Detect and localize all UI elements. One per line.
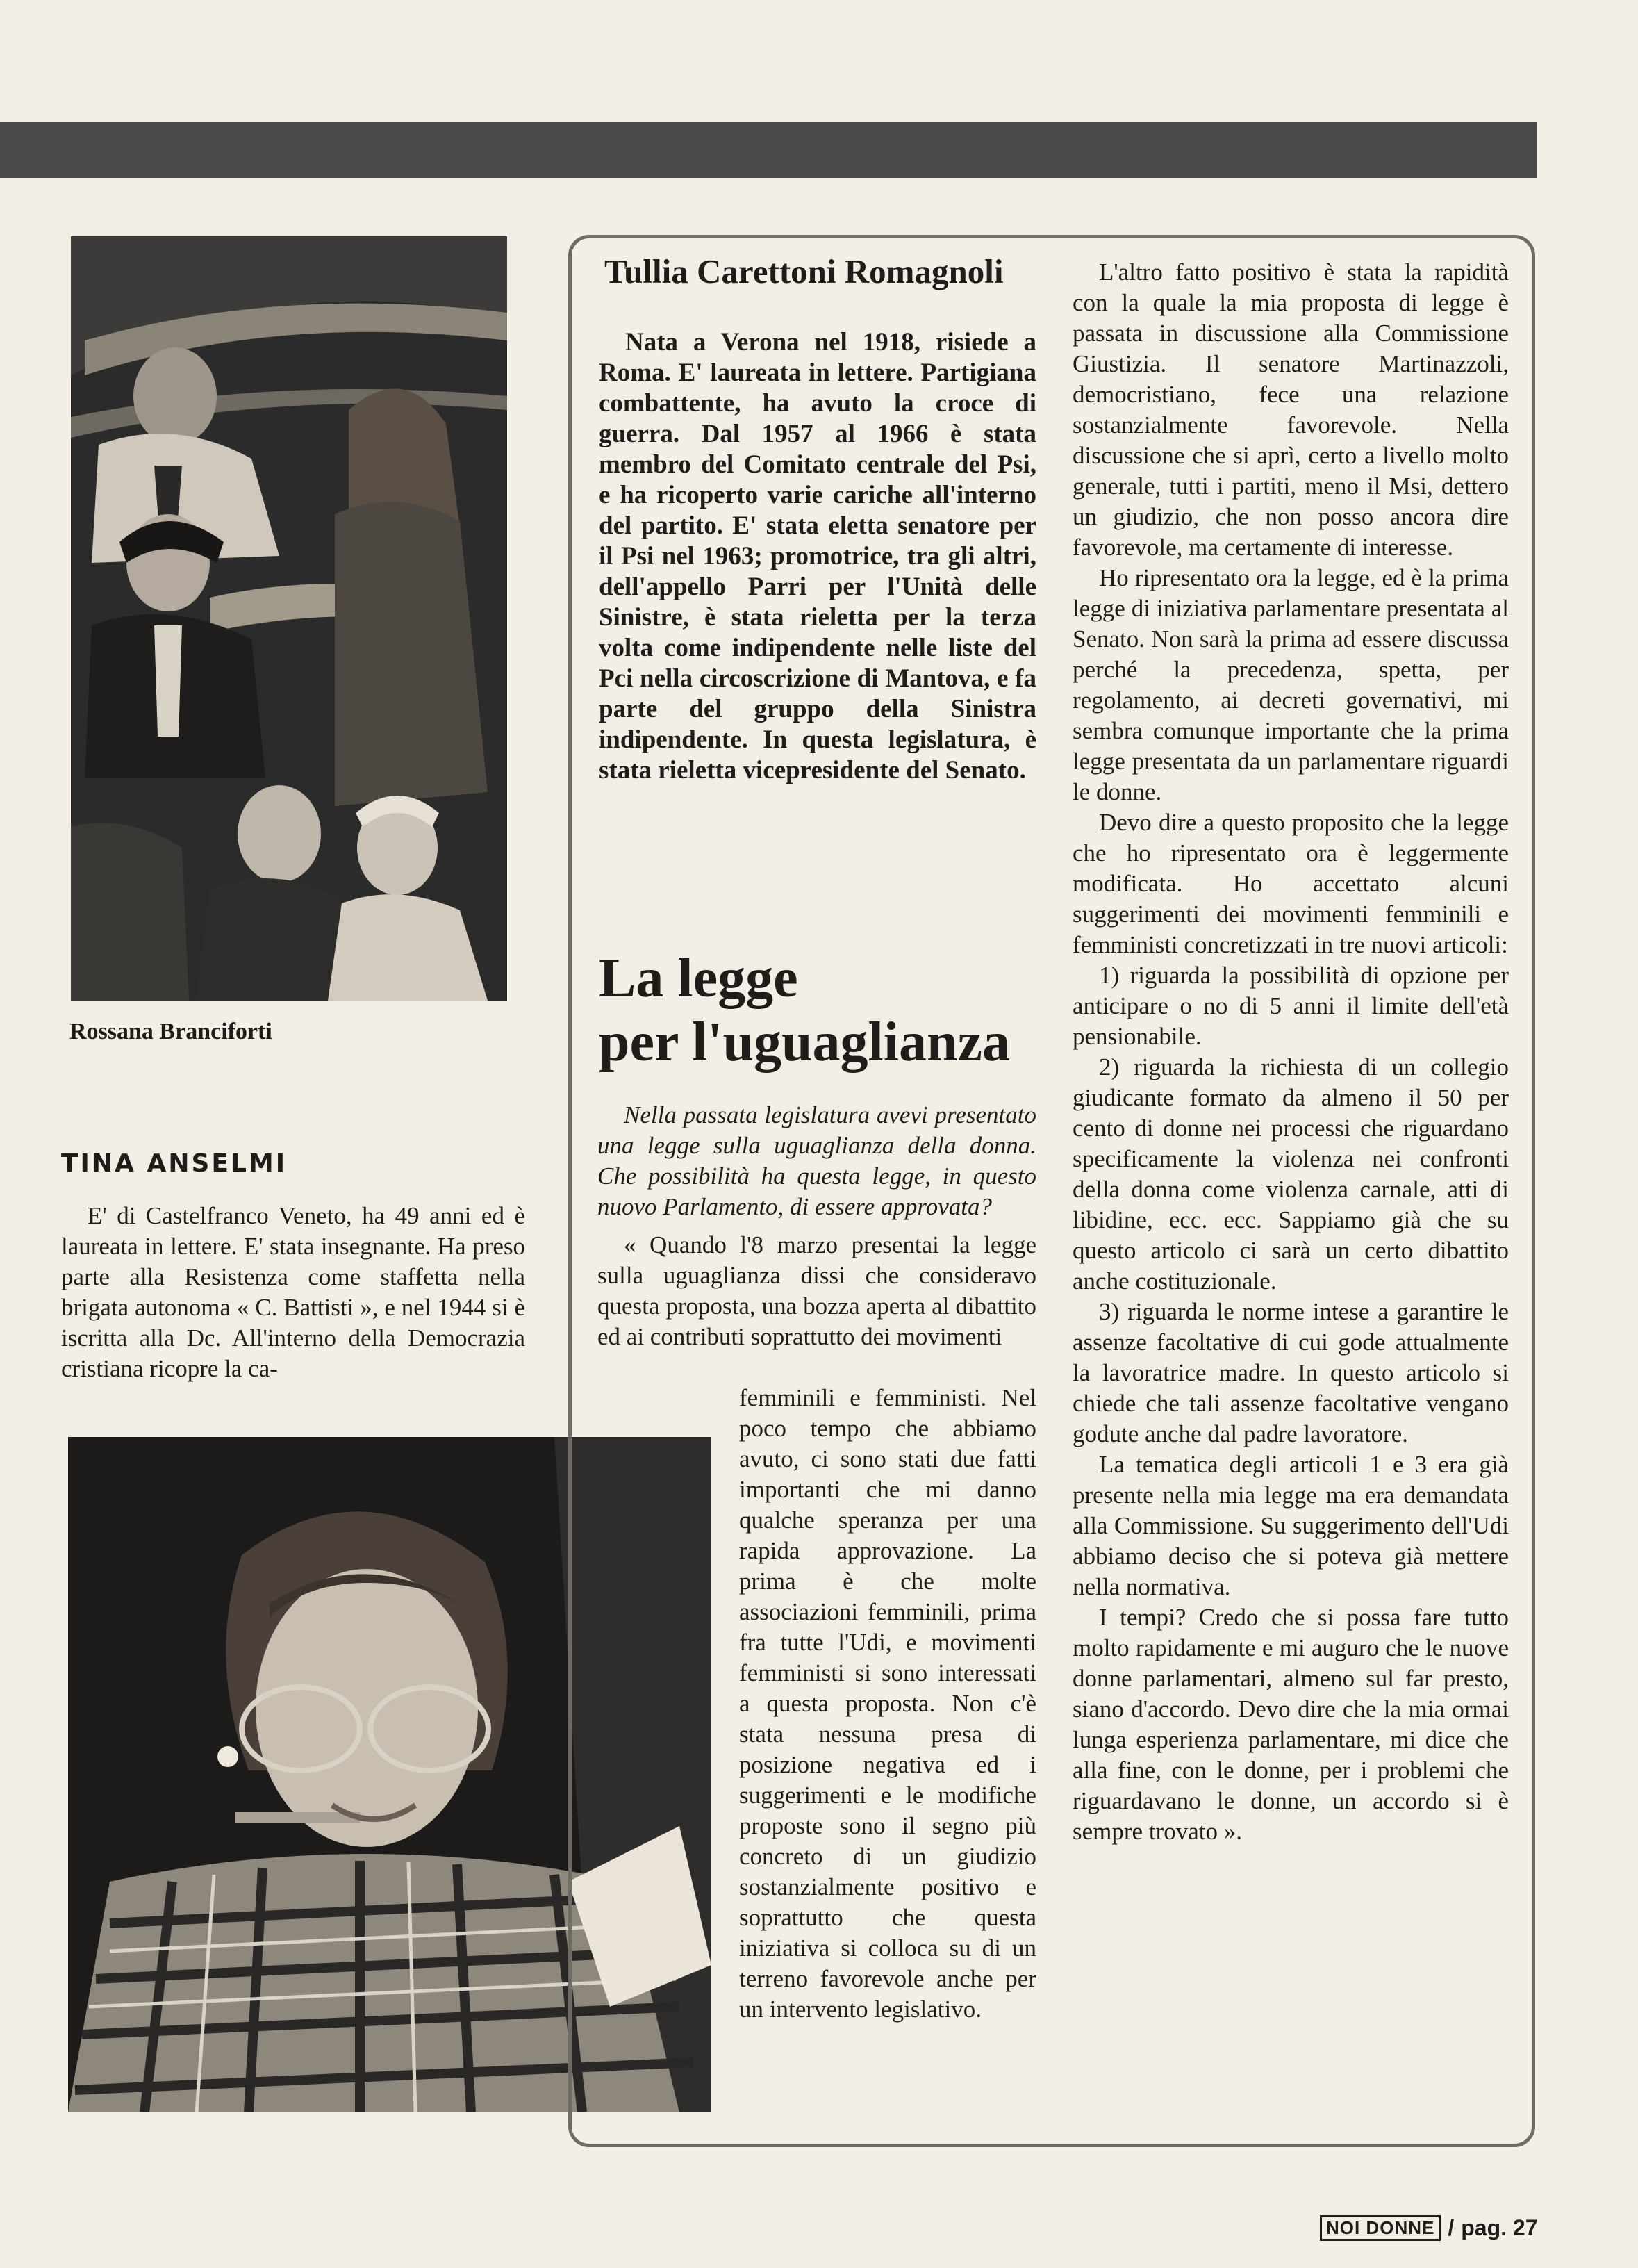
article-title xyxy=(599,946,1010,1074)
parliament-photo xyxy=(71,236,507,1001)
anselmi-paragraph: E' di Castelfranco Veneto, ha 49 anni ed è laureata in lettere. E' stata insegnante. Ha preso parte alla Resistenza come staffetta nella brigata autonoma « C. Battisti », e nel 1944 si è iscritta alla Dc. All'interno della Democrazia cristiana ricopre la ca- xyxy=(61,1202,525,1382)
article-col1-bottom-paragraph: femminili e femministi. Nel poco tempo che abbiamo avuto, ci sono stati due fatti importanti che mi danno qualche speranza per una rapida approvazione. La prima è che molte associazioni femminili, prima fra tutte l'Udi, e movimenti femministi si sono interessati a questa proposta. Non c'è stata nessuna presa di posizione negativa ed i suggerimenti e le modifiche proposte sono il segno più concreto di un giudizio sostanzialmente positivo e soprattutto che questa iniziativa si colloca su di un terreno favorevole anche per un intervento legislativo. xyxy=(739,1384,1036,2023)
carettoni-bio xyxy=(599,302,1036,812)
carettoni-name: Tullia Carettoni Romagnoli xyxy=(604,252,1004,290)
page-number: pag. 27 xyxy=(1461,2215,1538,2240)
article-col2 xyxy=(1073,257,1509,1847)
page-footer xyxy=(1320,2215,1538,2241)
article-title-line2: per l'uguaglianza xyxy=(599,1012,1010,1073)
col2-paragraph-5: 2) riguarda la richiesta di un collegio giudicante formato da almeno il 50 per cento di donne nei processi che riguardano specificamente la violenza nei confronti della donna come violenza carnale, atti di libidine, ecc. ecc. Sappiamo già che su questo articolo ci sarà un certo dibattito anche costituzionale. xyxy=(1073,1053,1509,1295)
col2-paragraph-1: L'altro fatto positivo è stata la rapidità con la quale la mia proposta di legge è passata in discussione alla Commissione Giustizia. Il senatore Martinazzoli, democristiano, fece una relazione sostanzialmente favorevole. Nella discussione che si aprì, certo a livello molto generale, tutti i partiti, meno il Msi, dettero un giudizio, che non posso ancora dire favorevole, ma certamente di interesse. xyxy=(1073,258,1509,561)
anselmi-name: TINA ANSELMI xyxy=(61,1149,288,1178)
article-title-line1: La legge xyxy=(599,948,798,1009)
col2-paragraph-6: 3) riguarda le norme intese a garantire le assenze facoltative di cui gode attualmente la lavoratrice madre. In questo articolo si chiede che tali assenze facoltative vengano godute anche dal padre lavoratore. xyxy=(1073,1298,1509,1447)
article-col1-top xyxy=(597,1230,1036,1352)
col2-paragraph-8: I tempi? Credo che si possa fare tutto molto rapidamente e mi auguro che le nuove donne parlamentari, almeno sul far presto, siano d'accordo. Devo dire che la mia ormai lunga esperienza parlamentare, mi dice che alla fine, con le donne, per i problemi che riguardavano le donne, un accordo si è sempre trovato ». xyxy=(1073,1604,1509,1845)
anselmi-text xyxy=(61,1201,525,1384)
col2-paragraph-4: 1) riguarda la possibilità di opzione per anticipare o no di 5 anni il limite dell'età pensionabile. xyxy=(1073,962,1509,1050)
magazine-logo: NOI DONNE xyxy=(1320,2215,1441,2241)
top-banner-bar xyxy=(0,122,1537,178)
col2-paragraph-7: La tematica degli articoli 1 e 3 era già presente nella mia legge ma era demandata alla Commissione. Su suggerimento dell'Udi abbiamo deciso che si poteva già mettere nella normativa. xyxy=(1073,1451,1509,1600)
carettoni-bio-paragraph: Nata a Verona nel 1918, risiede a Roma. E' laureata in lettere. Partigiana combattente, ha avuto la croce di guerra. Dal 1957 al 1966 è stata membro del Comitato centrale del Psi, e ha ricoperto varie cariche all'interno del partito. E' stata eletta senatore per il Psi nel 1963; promotrice, tra gli altri, dell'appello Parri per l'Unità delle Sinistre, è stata rieletta per la terza volta come indipendente nelle liste del Pci nella circoscrizione di Mantova, e fa parte del gruppo della Sinistra indipendente. In questa legislatura, è stata rieletta vicepresidente del Senato. xyxy=(599,328,1036,784)
article-intro xyxy=(597,1076,1036,1247)
col2-paragraph-3: Devo dire a questo proposito che la legge che ho ripresentato ora è leggermente modificata. Ho accettato alcuni suggerimenti dei movimenti femminili e femministi concretizzati in tre nuovi articoli: xyxy=(1073,809,1509,958)
article-col1-top-paragraph: « Quando l'8 marzo presentai la legge sulla uguaglianza dissi che consideravo questa proposta, una bozza aperta al dibattito ed ai contributi soprattutto dei movimenti xyxy=(597,1231,1036,1350)
article-col1-bottom xyxy=(739,1383,1036,2025)
photo-caption: Rossana Branciforti xyxy=(69,1019,272,1044)
footer-separator: / xyxy=(1448,2215,1455,2240)
article-intro-question: Nella passata legislatura avevi presentato una legge sulla uguaglianza della donna. Che possibilità ha questa legge, in questo nuovo Parlamento, di essere approvata? xyxy=(597,1101,1036,1220)
col2-paragraph-2: Ho ripresentato ora la legge, ed è la prima legge di iniziativa parlamentare presentata al Senato. Non sarà la prima ad essere discussa perché la precedenza, spetta, per regolamento, ai decreti governativi, mi sembra comunque importante che la prima legge presentata da un parlamentare riguardi le donne. xyxy=(1073,564,1509,805)
